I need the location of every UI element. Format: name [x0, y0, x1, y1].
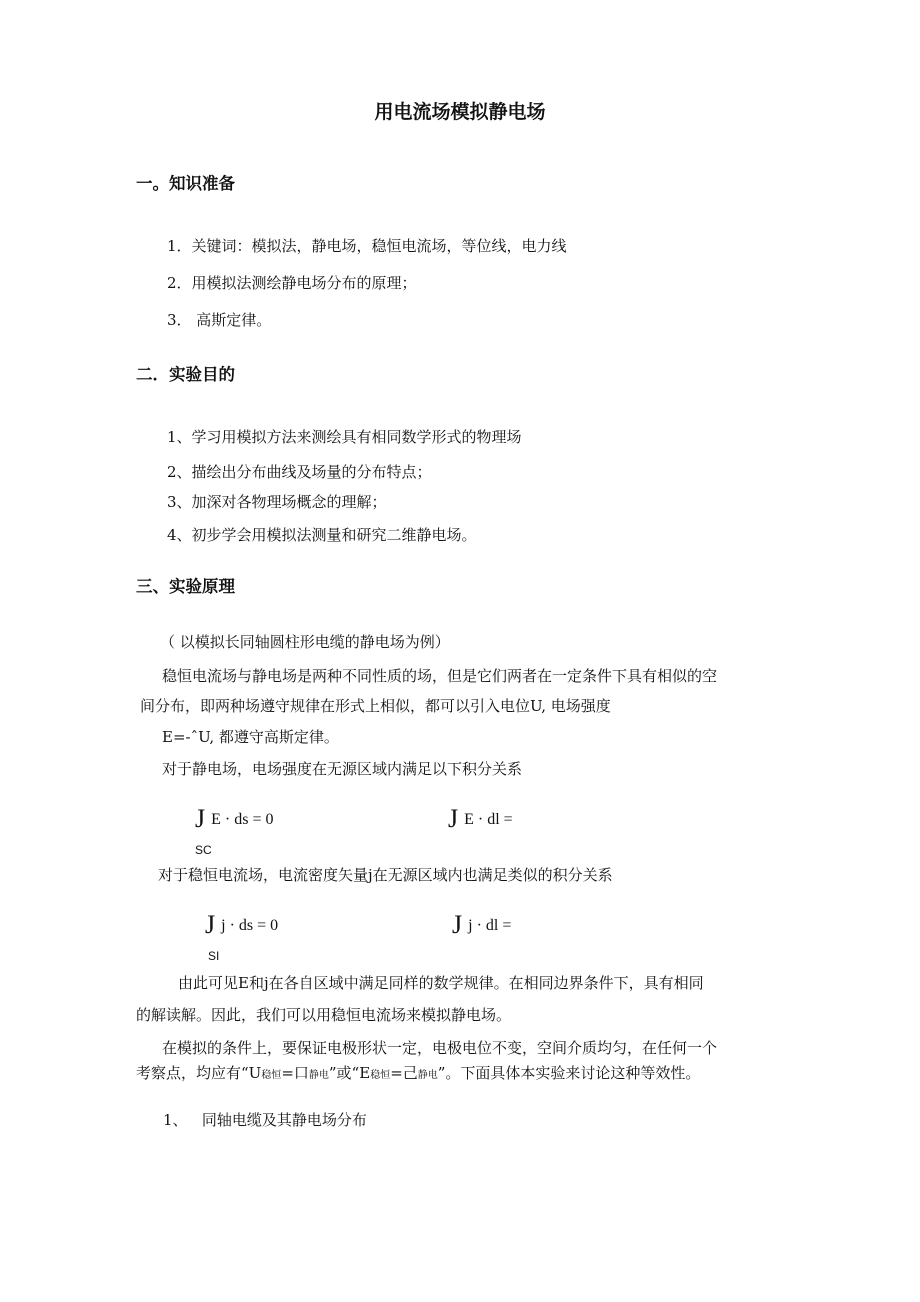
paragraph-line: E=-ˆU, 都遵守高斯定律。 [162, 728, 339, 746]
list-item: 2．用模拟法测绘静电场分布的原理； [167, 274, 417, 292]
paragraph-line: 稳恒电流场与静电场是两种不同性质的场，但是它们两者在一定条件下具有相似的空 [162, 667, 718, 685]
integral-symbol: J [205, 910, 216, 939]
integral-symbol: J [195, 804, 206, 833]
paragraph-line: 在模拟的条件上，要保证电极形状一定，电极电位不变，空间介质均匀，在任何一个 [162, 1039, 718, 1057]
list-item: 3． 高斯定律。 [167, 311, 272, 329]
integral-symbol: J [448, 804, 459, 833]
equation-closed-line-j: Jj · dl = [452, 910, 512, 939]
list-item: 3、加深对各物理场概念的理解； [167, 493, 387, 511]
paragraph-line: 的解读解。因此，我们可以用稳恒电流场来模拟静电场。 [136, 1006, 512, 1024]
paragraph-line: 对于静电场，电场强度在无源区域内满足以下积分关系 [162, 760, 523, 778]
section-heading-knowledge: 一。知识准备 [136, 174, 235, 193]
equation-closed-line-E: J E · dl = [448, 804, 513, 833]
integral-subscript: SI [208, 949, 220, 963]
note: （ 以模拟长同轴圆柱形电缆的静电场为例） [160, 633, 450, 651]
paragraph-line: 由此可见E和j在各自区域中满足同样的数学规律。在相同边界条件下，具有相同 [178, 974, 704, 992]
paragraph-line: 对于稳恒电流场，电流密度矢量j在无源区域内也满足类似的积分关系 [158, 866, 613, 884]
paragraph-line: 间分布，即两种场遵守规律在形式上相似，都可以引入电位U, 电场强度 [140, 697, 611, 715]
page-title: 用电流场模拟静电场 [374, 101, 546, 123]
list-item: 1、学习用模拟方法来测绘具有相同数学形式的物理场 [167, 428, 522, 446]
section-heading-principle: 三、实验原理 [136, 577, 235, 596]
integral-subscript: SC [195, 843, 212, 857]
list-item: 2、描绘出分布曲线及场量的分布特点； [167, 463, 432, 481]
section-heading-purpose: 二．实验目的 [136, 365, 235, 384]
list-item: 1．关键词：模拟法，静电场，稳恒电流场，等位线，电力线 [167, 237, 567, 255]
list-item: 4、初步学会用模拟法测量和研究二维静电场。 [167, 526, 477, 544]
integral-symbol: J [452, 910, 463, 939]
equation-closed-surface-j: Jj · ds = 0 [205, 910, 279, 939]
equation-closed-surface-E: J E · ds = 0 [195, 804, 274, 833]
subsection-heading: 1、 同轴电缆及其静电场分布 [163, 1111, 367, 1129]
paragraph-line: 考察点，均应有“U稳恒=口静电”或“E稳恒=己静电”。下面具体本实验来讨论这种等效性。 [136, 1064, 701, 1082]
